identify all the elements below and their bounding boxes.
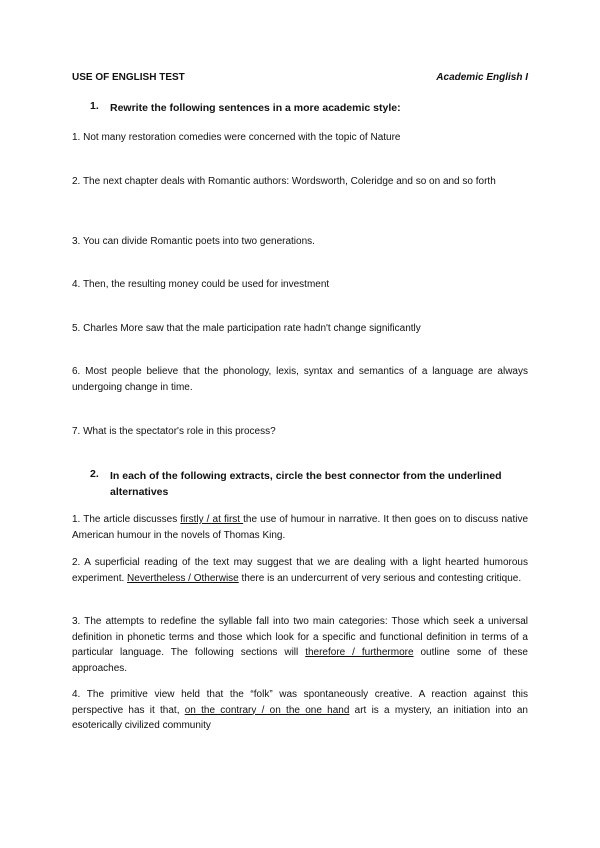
- connector-options[interactable]: Nevertheless / Otherwise: [127, 572, 239, 584]
- sentence-1: 1. Not many restoration comedies were concerned with the topic of Nature: [72, 132, 401, 143]
- extract-text: art is a mystery, an initiation into an esoterically civilized community: [72, 704, 528, 731]
- connector-options[interactable]: therefore / furthermore: [305, 647, 414, 658]
- section2-heading-text: In each of the following extracts, circle the best connector from the underlined alternatives: [110, 470, 502, 498]
- extract-text: 3. The attempts to redefine the syllable fall into two main categories: Those which seek a universal definition in phonetic terms and those which look for a specific and functional definition in terms of a particular language. The following sections will: [72, 616, 528, 658]
- sentence-3: 3. You can divide Romantic poets into two generations.: [72, 236, 315, 247]
- extract-text: 2. A superficial reading of the text may suggest that we are dealing with a light hearted humorous experiment.: [72, 557, 528, 584]
- connector-options[interactable]: on the contrary / on the one hand: [184, 704, 350, 716]
- extract-4: [72, 687, 528, 734]
- course-name: Academic English I: [436, 72, 528, 83]
- extract-text: outline some of these approaches.: [72, 647, 528, 674]
- sentence-6: 6. Most people believe that the phonology, lexis, syntax and semantics of a language are always undergoing change in time.: [72, 366, 528, 393]
- extract-text: there is an undercurrent of very serious and contesting critique.: [238, 572, 522, 584]
- sentence-5: 5. Charles More saw that the male participation rate hadn't change significantly: [72, 323, 421, 334]
- section2-number: 2.: [90, 468, 99, 480]
- extract-2: [72, 555, 528, 586]
- sentence-7: 7. What is the spectator's role in this process?: [72, 426, 276, 437]
- sentence-4: 4. Then, the resulting money could be used for investment: [72, 279, 330, 290]
- connector-options[interactable]: firstly / at first: [180, 514, 244, 525]
- section1-heading-text: Rewrite the following sentences in a more academic style:: [110, 102, 401, 114]
- extract-text: the use of humour in narrative. It then goes on to discuss native American humour in the novels of Thomas King.: [72, 514, 529, 541]
- document-header: [72, 72, 528, 83]
- extract-1: [72, 512, 528, 543]
- section1-number: 1.: [90, 100, 99, 112]
- extract-text: 4. The primitive view held that the “folk” was spontaneously creative. A reaction against this perspective has it that,: [72, 689, 528, 716]
- extract-3: [72, 614, 528, 676]
- extract-text: 1. The article discusses: [72, 514, 181, 525]
- test-title: USE OF ENGLISH TEST: [72, 72, 185, 83]
- sentence-2: 2. The next chapter deals with Romantic authors: Wordsworth, Coleridge and so on and so forth: [72, 176, 496, 187]
